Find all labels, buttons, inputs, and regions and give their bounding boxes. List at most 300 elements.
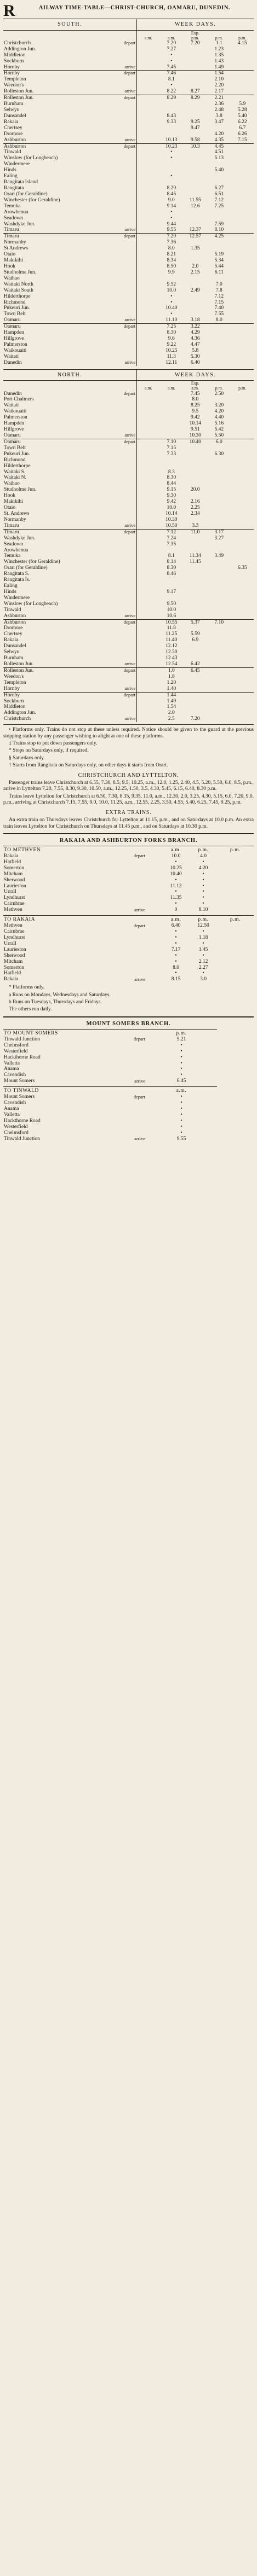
table-row [3, 336, 254, 342]
arrive-depart-tag [110, 643, 137, 649]
direction-row [3, 1029, 254, 1036]
station-name: Sockburn [4, 58, 24, 64]
arrive-depart-tag [110, 415, 137, 421]
time-cell [231, 155, 254, 161]
table-row [3, 1061, 254, 1067]
time-cell [137, 167, 159, 173]
table-row [3, 1066, 254, 1072]
time-cell [231, 469, 254, 475]
time-cell: 9.42 [167, 499, 176, 505]
station-name: Pukeuri Jun. [4, 451, 30, 457]
time-cell: 8.20 [167, 185, 176, 191]
time-cell: 5.40 [214, 167, 224, 173]
time-cell: 1.0 [159, 667, 184, 673]
time-cell: 9.15 [167, 487, 176, 493]
time-cell: • [170, 149, 173, 155]
time-cell [137, 354, 159, 360]
direction-label: TO METHVEN [3, 846, 113, 853]
time-cell [184, 282, 208, 288]
time-cell [137, 619, 159, 625]
time-cell: 12.30 [165, 649, 178, 655]
station-name: Tinwald [4, 149, 21, 155]
station-name: Timaru [4, 522, 19, 528]
time-cell [207, 348, 231, 354]
time-cell: 7.12 [159, 529, 184, 535]
time-cell [231, 499, 254, 505]
time-cell [231, 439, 254, 445]
arrive-depart-tag [110, 155, 137, 161]
station-name: Middleton [4, 704, 26, 710]
station-name: Urrall [4, 889, 16, 895]
mount-somers-heading: MOUNT SOMERS BRANCH. [86, 1020, 171, 1027]
arrive-depart-tag: arrive [124, 661, 136, 667]
station-name: Rakaia [4, 853, 19, 859]
time-cell [207, 246, 231, 252]
time-cell: 9.55 [176, 1136, 186, 1142]
time-cell [231, 523, 254, 529]
time-cell [184, 481, 208, 487]
station-name: Arowhenua [4, 209, 28, 215]
time-cell: 12.37 [189, 227, 201, 233]
time-cell: 4.36 [190, 336, 200, 342]
table-row [3, 699, 254, 705]
table-row [3, 1043, 254, 1049]
time-cell [137, 197, 159, 203]
arrive-depart-tag [110, 222, 137, 228]
station-name: Templeton [4, 77, 26, 83]
time-cell: 6.35 [237, 565, 247, 571]
time-cell: • [175, 958, 177, 964]
table-row [3, 859, 254, 865]
time-cell: • [180, 1118, 182, 1124]
time-cell: 7.45 [167, 64, 176, 70]
arrive-depart-tag [113, 1130, 146, 1136]
spacer [146, 846, 162, 853]
station-name: Westerfield [4, 1048, 28, 1054]
time-cell: 7.10 [159, 439, 184, 445]
arrive-depart-tag [113, 865, 146, 871]
time-cell [231, 433, 254, 439]
table-row [3, 95, 254, 101]
time-cell: 2.48 [214, 107, 224, 113]
arrive-depart-tag [113, 970, 146, 976]
time-cell: • [175, 940, 177, 946]
time-cell [137, 699, 159, 705]
time-cell: • [180, 1100, 182, 1106]
table-row [3, 1136, 254, 1142]
arrive-depart-tag [110, 276, 137, 282]
time-cell [207, 324, 231, 330]
table-row [3, 59, 254, 65]
arrive-depart-tag: arrive [124, 227, 136, 232]
table-row [3, 119, 254, 125]
time-cell [146, 853, 162, 859]
time-cell [207, 125, 231, 131]
time-cell [184, 595, 208, 601]
time-cell: 8.30 [167, 475, 176, 481]
table-row [3, 264, 254, 270]
table-row [3, 203, 254, 210]
station-name: Winchester (for Geraldine) [4, 197, 60, 203]
arrive-depart-tag [110, 83, 137, 89]
arrive-depart-tag [113, 895, 146, 901]
time-cell [207, 583, 231, 589]
time-cell: 4.51 [214, 149, 224, 155]
time-cell [137, 517, 159, 523]
time-cell [146, 883, 162, 889]
time-cell [231, 457, 254, 463]
rakaia-notes [3, 985, 254, 1013]
time-cell: 4.45 [207, 143, 231, 149]
time-cell [159, 583, 184, 589]
time-cell [137, 65, 159, 71]
spacer [231, 30, 254, 36]
time-cell [207, 699, 231, 705]
time-cell [184, 475, 208, 481]
time-cell [207, 360, 231, 366]
time-cell [137, 113, 159, 119]
table-row [3, 953, 254, 959]
footnote: b Runs on Tuesdays, Thursdays and Fridays. [9, 999, 102, 1005]
station-name: Mount Somers [4, 1094, 35, 1100]
time-cell [146, 947, 162, 953]
time-cell: 5.21 [176, 1036, 186, 1042]
time-cell: 7.20 [190, 716, 200, 722]
time-unit: p.m. [238, 386, 247, 391]
station-name: Rangitata Is. [4, 577, 31, 583]
time-cell: 8.1 [168, 77, 175, 83]
time-cell [184, 445, 208, 451]
time-cell: 2.27 [198, 964, 208, 970]
time-cell: 10.0 [167, 607, 176, 613]
station-name: Sherwood [4, 877, 25, 883]
time-cell [207, 595, 231, 601]
table-row [3, 451, 254, 457]
time-cell [207, 475, 231, 481]
table-row [3, 613, 254, 619]
table-row [3, 433, 254, 439]
table-row [3, 710, 254, 716]
station-name: Hampden [4, 421, 24, 427]
table-row [3, 179, 254, 185]
spacer [3, 30, 110, 36]
table-row [3, 46, 254, 53]
table-row [3, 877, 254, 883]
time-cell: 3.27 [214, 535, 224, 541]
time-cell: • [170, 209, 173, 215]
time-cell: 7.15 [237, 137, 247, 143]
time-cell [207, 457, 231, 463]
time-cell [184, 583, 208, 589]
time-cell: 3.18 [190, 317, 200, 323]
station-name: Methven [4, 907, 22, 913]
time-cell: 6.42 [190, 661, 200, 667]
time-cell [184, 107, 208, 113]
time-cell [137, 227, 159, 233]
arrive-depart-tag [113, 959, 146, 965]
time-cell [231, 83, 254, 89]
arrive-depart-tag: arrive [124, 613, 136, 618]
table-row [3, 185, 254, 191]
time-cell [137, 288, 159, 294]
station-name: Hillgrove [4, 427, 24, 433]
station-name: Mitcham [4, 958, 23, 964]
spacer [207, 30, 231, 36]
time-cell: 1.44 [159, 692, 184, 698]
station-name: Washdyke Jun. [4, 535, 36, 541]
time-cell [207, 216, 231, 222]
station-name: Hornby [3, 71, 110, 77]
table-row [3, 631, 254, 637]
table-row [3, 143, 254, 149]
time-cell: 5.42 [214, 427, 224, 433]
time-cell [137, 342, 159, 348]
time-cell: 9.42 [190, 415, 200, 421]
arrive-depart-tag [110, 505, 137, 511]
time-cell: 12.50 [197, 923, 209, 929]
time-cell [137, 300, 159, 306]
time-cell: 6.45 [176, 1078, 186, 1084]
time-cell [231, 716, 254, 722]
station-name: Chertsey [4, 125, 22, 131]
time-cell [231, 637, 254, 643]
time-cell [159, 391, 184, 397]
time-cell: 9.30 [167, 493, 176, 499]
time-cell [207, 330, 231, 336]
time-cell [231, 222, 254, 228]
time-cell [231, 667, 254, 673]
time-cell: • [180, 1060, 182, 1066]
arrive-depart-tag [110, 294, 137, 300]
time-cell: 10.25 [165, 347, 178, 353]
time-cell: 1.49 [167, 698, 176, 704]
time-cell: 8.1 [168, 553, 175, 559]
time-cell [231, 397, 254, 403]
arrive-depart-tag [113, 1049, 146, 1055]
station-name: Makikihi [4, 499, 23, 505]
spacer [146, 916, 162, 923]
time-cell [231, 311, 254, 317]
arrive-depart-tag: arrive [124, 137, 136, 142]
time-cell: • [202, 871, 204, 877]
time-cell: 12.43 [165, 655, 178, 661]
table-row [3, 1100, 254, 1106]
station-name: Rolleston Jun. [4, 661, 34, 667]
time-cell [231, 548, 254, 554]
table-row [3, 234, 254, 240]
time-cell [207, 210, 231, 216]
time-cell [231, 655, 254, 661]
table-row [3, 947, 254, 953]
time-cell: 11.45 [189, 559, 201, 565]
time-cell [137, 595, 159, 601]
footnote: a Runs on Mondays, Wednesdays and Saturdays. [9, 992, 111, 998]
time-cell: 5.30 [190, 353, 200, 359]
time-cell [207, 505, 231, 511]
arrive-depart-tag [110, 246, 137, 252]
time-cell [231, 692, 254, 698]
time-cell [137, 53, 159, 59]
time-cell: 7.20 [190, 40, 200, 46]
time-cell [137, 704, 159, 710]
time-cell: 9.51 [190, 427, 200, 433]
time-cell [231, 216, 254, 222]
time-cell [137, 191, 159, 197]
to-mount-somers-table [3, 1029, 254, 1084]
arrive-depart-tag [110, 185, 137, 191]
station-name: Dromore [4, 131, 23, 137]
time-cell [184, 191, 208, 197]
time-cell [184, 59, 208, 65]
arrive-depart-tag [110, 119, 137, 125]
time-unit: p.m. [146, 1029, 217, 1036]
station-name: Richmond [4, 299, 26, 305]
station-name: Otaio [4, 505, 16, 511]
time-cell: 6.22 [237, 119, 247, 125]
station-name: Hampden [4, 330, 24, 336]
station-name: Studholme Jun. [4, 487, 37, 493]
time-cell: 2.10 [214, 77, 224, 83]
time-cell [137, 89, 159, 95]
arrive-depart-tag [110, 649, 137, 655]
station-name: Dunsandel [4, 643, 26, 649]
time-cell: 2.12 [198, 958, 208, 964]
arrive-depart-tag: depart [110, 143, 137, 149]
station-name: Mount Somers [4, 1078, 35, 1084]
station-name: Hilderthorpe [4, 463, 31, 469]
time-cell: 9.17 [167, 589, 176, 595]
time-cell [184, 113, 208, 119]
time-cell [231, 330, 254, 336]
table-row [3, 889, 254, 895]
time-cell: 8.0 [215, 317, 222, 323]
time-cell: • [180, 1042, 182, 1048]
station-name: Hinds [4, 167, 16, 173]
time-cell [207, 607, 231, 613]
table-row [3, 505, 254, 511]
time-cell [184, 680, 208, 686]
time-cell: 8.46 [167, 571, 176, 577]
arrive-depart-tag [110, 397, 137, 403]
arrive-depart-tag [110, 481, 137, 487]
spacer [137, 381, 159, 386]
time-cell: 4.25 [207, 234, 231, 240]
time-cell [137, 583, 159, 589]
station-name: Town Belt [4, 311, 26, 317]
time-cell: 5.40 [237, 113, 247, 119]
time-cell: 7.8 [215, 287, 222, 293]
time-cell: 11.10 [165, 317, 178, 323]
timetable-notes [3, 727, 254, 769]
time-cell [231, 674, 254, 680]
time-cell: • [202, 952, 204, 958]
time-cell [231, 542, 254, 548]
time-cell [137, 529, 159, 535]
arrive-depart-tag: depart [110, 619, 137, 625]
time-cell [137, 577, 159, 583]
station-name: Mitcham [4, 871, 23, 877]
station-name: Hornby [4, 64, 20, 70]
table-row [3, 282, 254, 288]
time-cell: 6.51 [214, 191, 224, 197]
station-name: Winslow (for Longbeach) [4, 155, 58, 161]
table-row [3, 125, 254, 131]
time-cell [207, 680, 231, 686]
arrive-depart-tag [110, 457, 137, 463]
spacer [3, 36, 110, 40]
time-cell [231, 185, 254, 191]
station-name: Christchurch [4, 716, 31, 722]
station-name: Rolleston Jun. [3, 95, 110, 101]
arrive-depart-tag [110, 710, 137, 716]
station-name: Ashburton [3, 619, 110, 625]
time-cell: • [202, 901, 204, 907]
time-cell [137, 661, 159, 667]
arrive-depart-tag [113, 935, 146, 941]
time-unit: p.m. [190, 846, 217, 853]
time-cell: • [180, 1054, 182, 1060]
time-cell: 9.33 [167, 119, 176, 125]
time-cell [137, 403, 159, 409]
lyttelton-heading: CHRISTCHURCH AND LYTTELTON. [78, 772, 179, 778]
time-cell [231, 451, 254, 457]
time-cell [231, 445, 254, 451]
station-name: Burnham [4, 655, 24, 661]
time-cell [159, 463, 184, 469]
station-name: Hook [4, 263, 16, 269]
station-name: Oamaru [4, 317, 21, 323]
station-name: Hackthorne Road [4, 1054, 41, 1060]
station-name: Waitati [4, 403, 19, 409]
time-cell [137, 324, 159, 330]
table-row [3, 439, 254, 445]
time-cell [159, 577, 184, 583]
time-cell: 10.23 [159, 143, 184, 149]
time-cell [159, 107, 184, 113]
time-cell [207, 276, 231, 282]
arrive-depart-tag [113, 889, 146, 895]
station-name: Dunedin [4, 359, 22, 365]
time-cell [207, 577, 231, 583]
station-name: Oamaru [4, 432, 21, 438]
time-cell [159, 131, 184, 137]
time-cell [231, 300, 254, 306]
time-cell [231, 149, 254, 155]
time-cell: 10.30 [189, 432, 201, 438]
time-cell [137, 637, 159, 643]
table-row [3, 583, 254, 589]
time-cell [231, 282, 254, 288]
time-cell: • [170, 173, 173, 179]
time-cell: 4.29 [190, 330, 200, 336]
time-cell [231, 234, 254, 240]
time-cell [231, 607, 254, 613]
table-row [3, 607, 254, 613]
arrive-depart-tag: depart [110, 324, 137, 330]
time-cell: 11.35 [170, 895, 182, 901]
arrive-depart-tag [113, 1112, 146, 1118]
time-cell: 10.30 [165, 516, 178, 522]
time-cell [137, 710, 159, 716]
time-cell: 6.11 [214, 269, 224, 275]
time-cell [184, 300, 208, 306]
time-cell [207, 649, 231, 655]
time-cell [137, 336, 159, 342]
time-cell: 12.12 [165, 643, 178, 649]
time-cell: 2.49 [190, 287, 200, 293]
station-name: Templeton [4, 679, 26, 685]
time-cell [231, 191, 254, 197]
